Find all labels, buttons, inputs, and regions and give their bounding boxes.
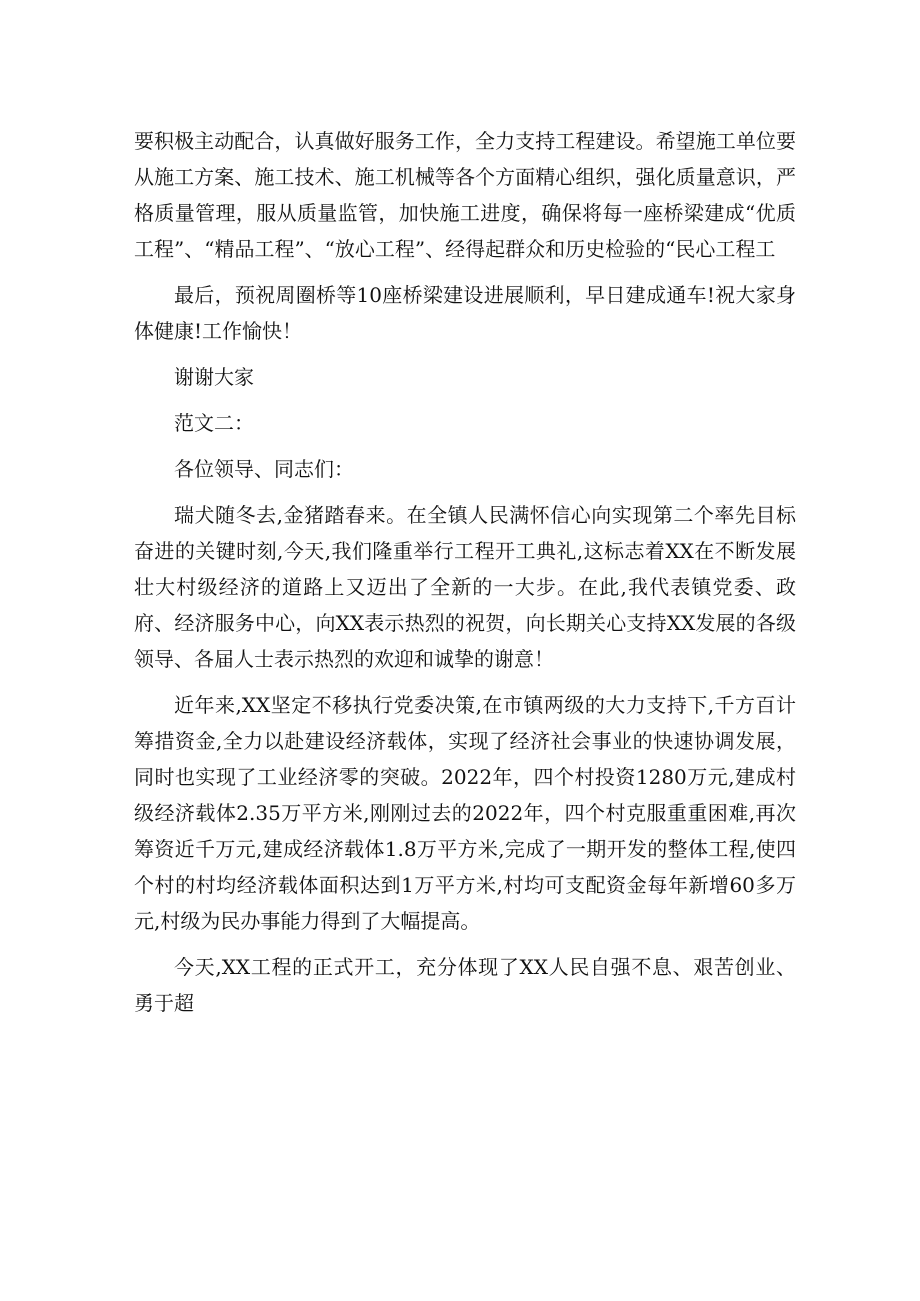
paragraph-2: 最后，预祝周圈桥等10座桥梁建设进展顺利，早日建成通车!祝大家身体健康!工作愉快！ [134,283,796,343]
paragraph-7: 近年来,XX坚定不移执行党委决策,在市镇两级的大力支持下,千方百计筹措资金,全力以赴建设经济载体，实现了经济社会事业的快速协调发展，同时也实现了工业经济零的突破。2022年，四个村投资1280万元,建成村级经济载体2.35万平方米,刚刚过去的2022年，四个村克服重重困难,再次筹资近千万元,建成经济载体1.8万平方米,完成了一期开发的整体工程,使四个村的村均经济载体面积达到1万平方米,村均可支配资金每年新增60多万元,村级为民办事能力得到了大幅提高。 [134,693,796,933]
paragraph-6: 瑞犬随冬去,金猪踏春来。在全镇人民满怀信心向实现第二个率先目标奋进的关键时刻,今天,我们隆重举行工程开工典礼,这标志着XX在不断发展壮大村级经济的道路上又迈出了全新的一大步。在此,我代表镇党委、政府、经济服务中心，向XX表示热烈的祝贺，向长期关心支持XX发展的各级领导、各届人士表示热烈的欢迎和诚挚的谢意！ [134,503,796,671]
document-body [134,123,796,1021]
paragraph-4: 范文二： [174,411,254,435]
paragraph-3: 谢谢大家 [174,365,254,389]
paragraph-8: 今天,XX工程的正式开工，充分体现了XX人民自强不息、艰苦创业、勇于超 [134,955,796,1015]
paragraph-5: 各位领导、同志们： [174,457,354,481]
paragraph-1: 要积极主动配合，认真做好服务工作，全力支持工程建设。希望施工单位要从施工方案、施工技术、施工机械等各个方面精心组织，强化质量意识，严格质量管理，服从质量监管，加快施工进度，确保将每一座桥梁建成“优质工程”、“精品工程”、“放心工程”、经得起群众和历史检验的“民心工程工 [134,129,796,261]
